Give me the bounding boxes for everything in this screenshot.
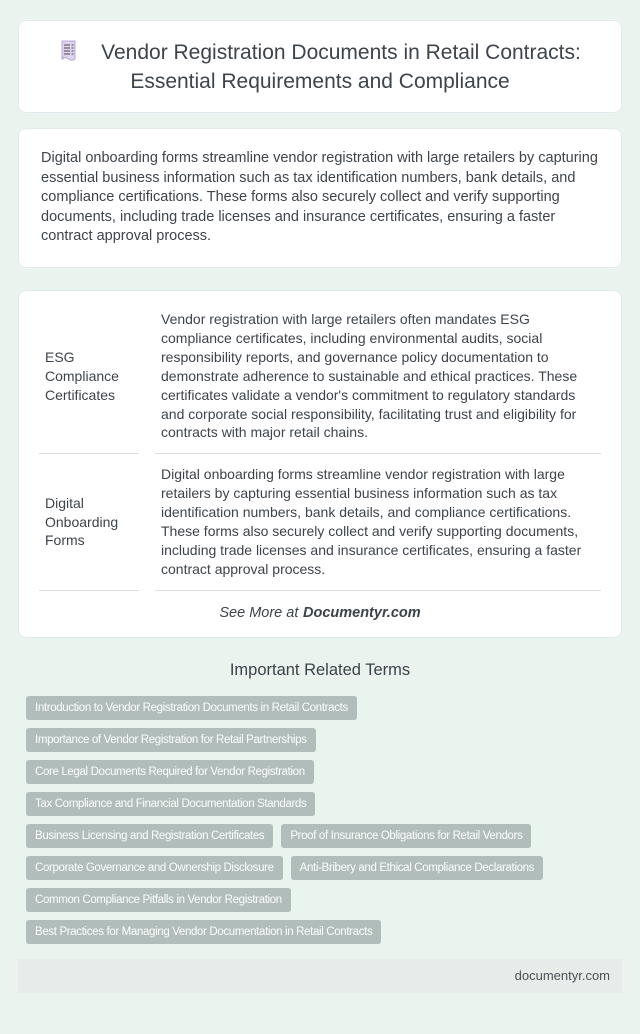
intro-paragraph: Digital onboarding forms streamline vendor registration with large retailers by capturing essential business information such as tax identification numbers, bank details, and compliance certifications. These forms also securely collect and verify supporting documents, including trade licenses and insurance certificates, ensuring a faster contract approval process.	[41, 150, 598, 245]
header-card	[18, 20, 622, 113]
related-term-chip[interactable]: Core Legal Documents Required for Vendor Registration	[26, 760, 314, 784]
related-term-chip[interactable]: Business Licensing and Registration Certificates	[26, 824, 273, 848]
receipt-document-icon	[59, 40, 79, 62]
glossary-description: Vendor registration with large retailers often mandates ESG compliance certificates, including environmental audits, social responsibility reports, and governance policy documentation to demonstrate adherence to sustainable and ethical practices. These certificates validate a vendor's commitment to regulatory standards and corporate social responsibility, facilitating trust and eligibility for contracts with major retail chains.	[155, 299, 601, 454]
related-term-chip[interactable]: Anti-Bribery and Ethical Compliance Declarations	[291, 856, 543, 880]
footer-site-text: documentyr.com	[514, 968, 610, 984]
glossary-table	[23, 299, 617, 591]
see-more-site-link[interactable]: Documentyr.com	[302, 604, 421, 621]
footer-bar	[18, 959, 622, 993]
related-term-chip[interactable]: Common Compliance Pitfalls in Vendor Registration	[26, 888, 291, 912]
glossary-card	[18, 290, 622, 638]
glossary-term: ESG Compliance Certificates	[39, 299, 139, 454]
related-term-chip[interactable]: Tax Compliance and Financial Documentation Standards	[26, 792, 315, 816]
related-term-chip[interactable]: Best Practices for Managing Vendor Documentation in Retail Contracts	[26, 920, 381, 944]
see-more-text: See More at	[219, 604, 299, 621]
related-term-chip[interactable]: Corporate Governance and Ownership Disclosure	[26, 856, 283, 880]
chip-row	[26, 856, 614, 880]
page-title-text: Vendor Registration Documents in Retail Contracts: Essential Requirements and Compliance	[101, 41, 581, 93]
chip-row	[26, 792, 614, 816]
related-term-chip[interactable]: Importance of Vendor Registration for Retail Partnerships	[26, 728, 316, 752]
related-term-chip[interactable]: Introduction to Vendor Registration Documents in Retail Contracts	[26, 696, 357, 720]
chip-row	[26, 888, 614, 912]
chip-row	[26, 824, 614, 848]
chip-row	[26, 920, 614, 944]
glossary-description: Digital onboarding forms streamline vendor registration with large retailers by capturing essential business information such as tax identification numbers, bank details, and compliance certifications. These forms also securely collect and verify supporting documents, including trade licenses and insurance certificates, ensuring a faster contract approval process.	[155, 454, 601, 590]
page-title	[35, 38, 605, 96]
intro-card	[18, 128, 622, 268]
table-row	[39, 299, 601, 454]
table-row	[39, 454, 601, 590]
related-terms-list	[26, 696, 614, 944]
chip-row	[26, 728, 614, 752]
related-term-chip[interactable]: Proof of Insurance Obligations for Retail Vendors	[281, 824, 531, 848]
related-terms-heading: Important Related Terms	[229, 660, 411, 679]
chip-row	[26, 696, 614, 720]
chip-row	[26, 760, 614, 784]
glossary-term: Digital Onboarding Forms	[39, 454, 139, 590]
see-more-line	[23, 605, 617, 621]
